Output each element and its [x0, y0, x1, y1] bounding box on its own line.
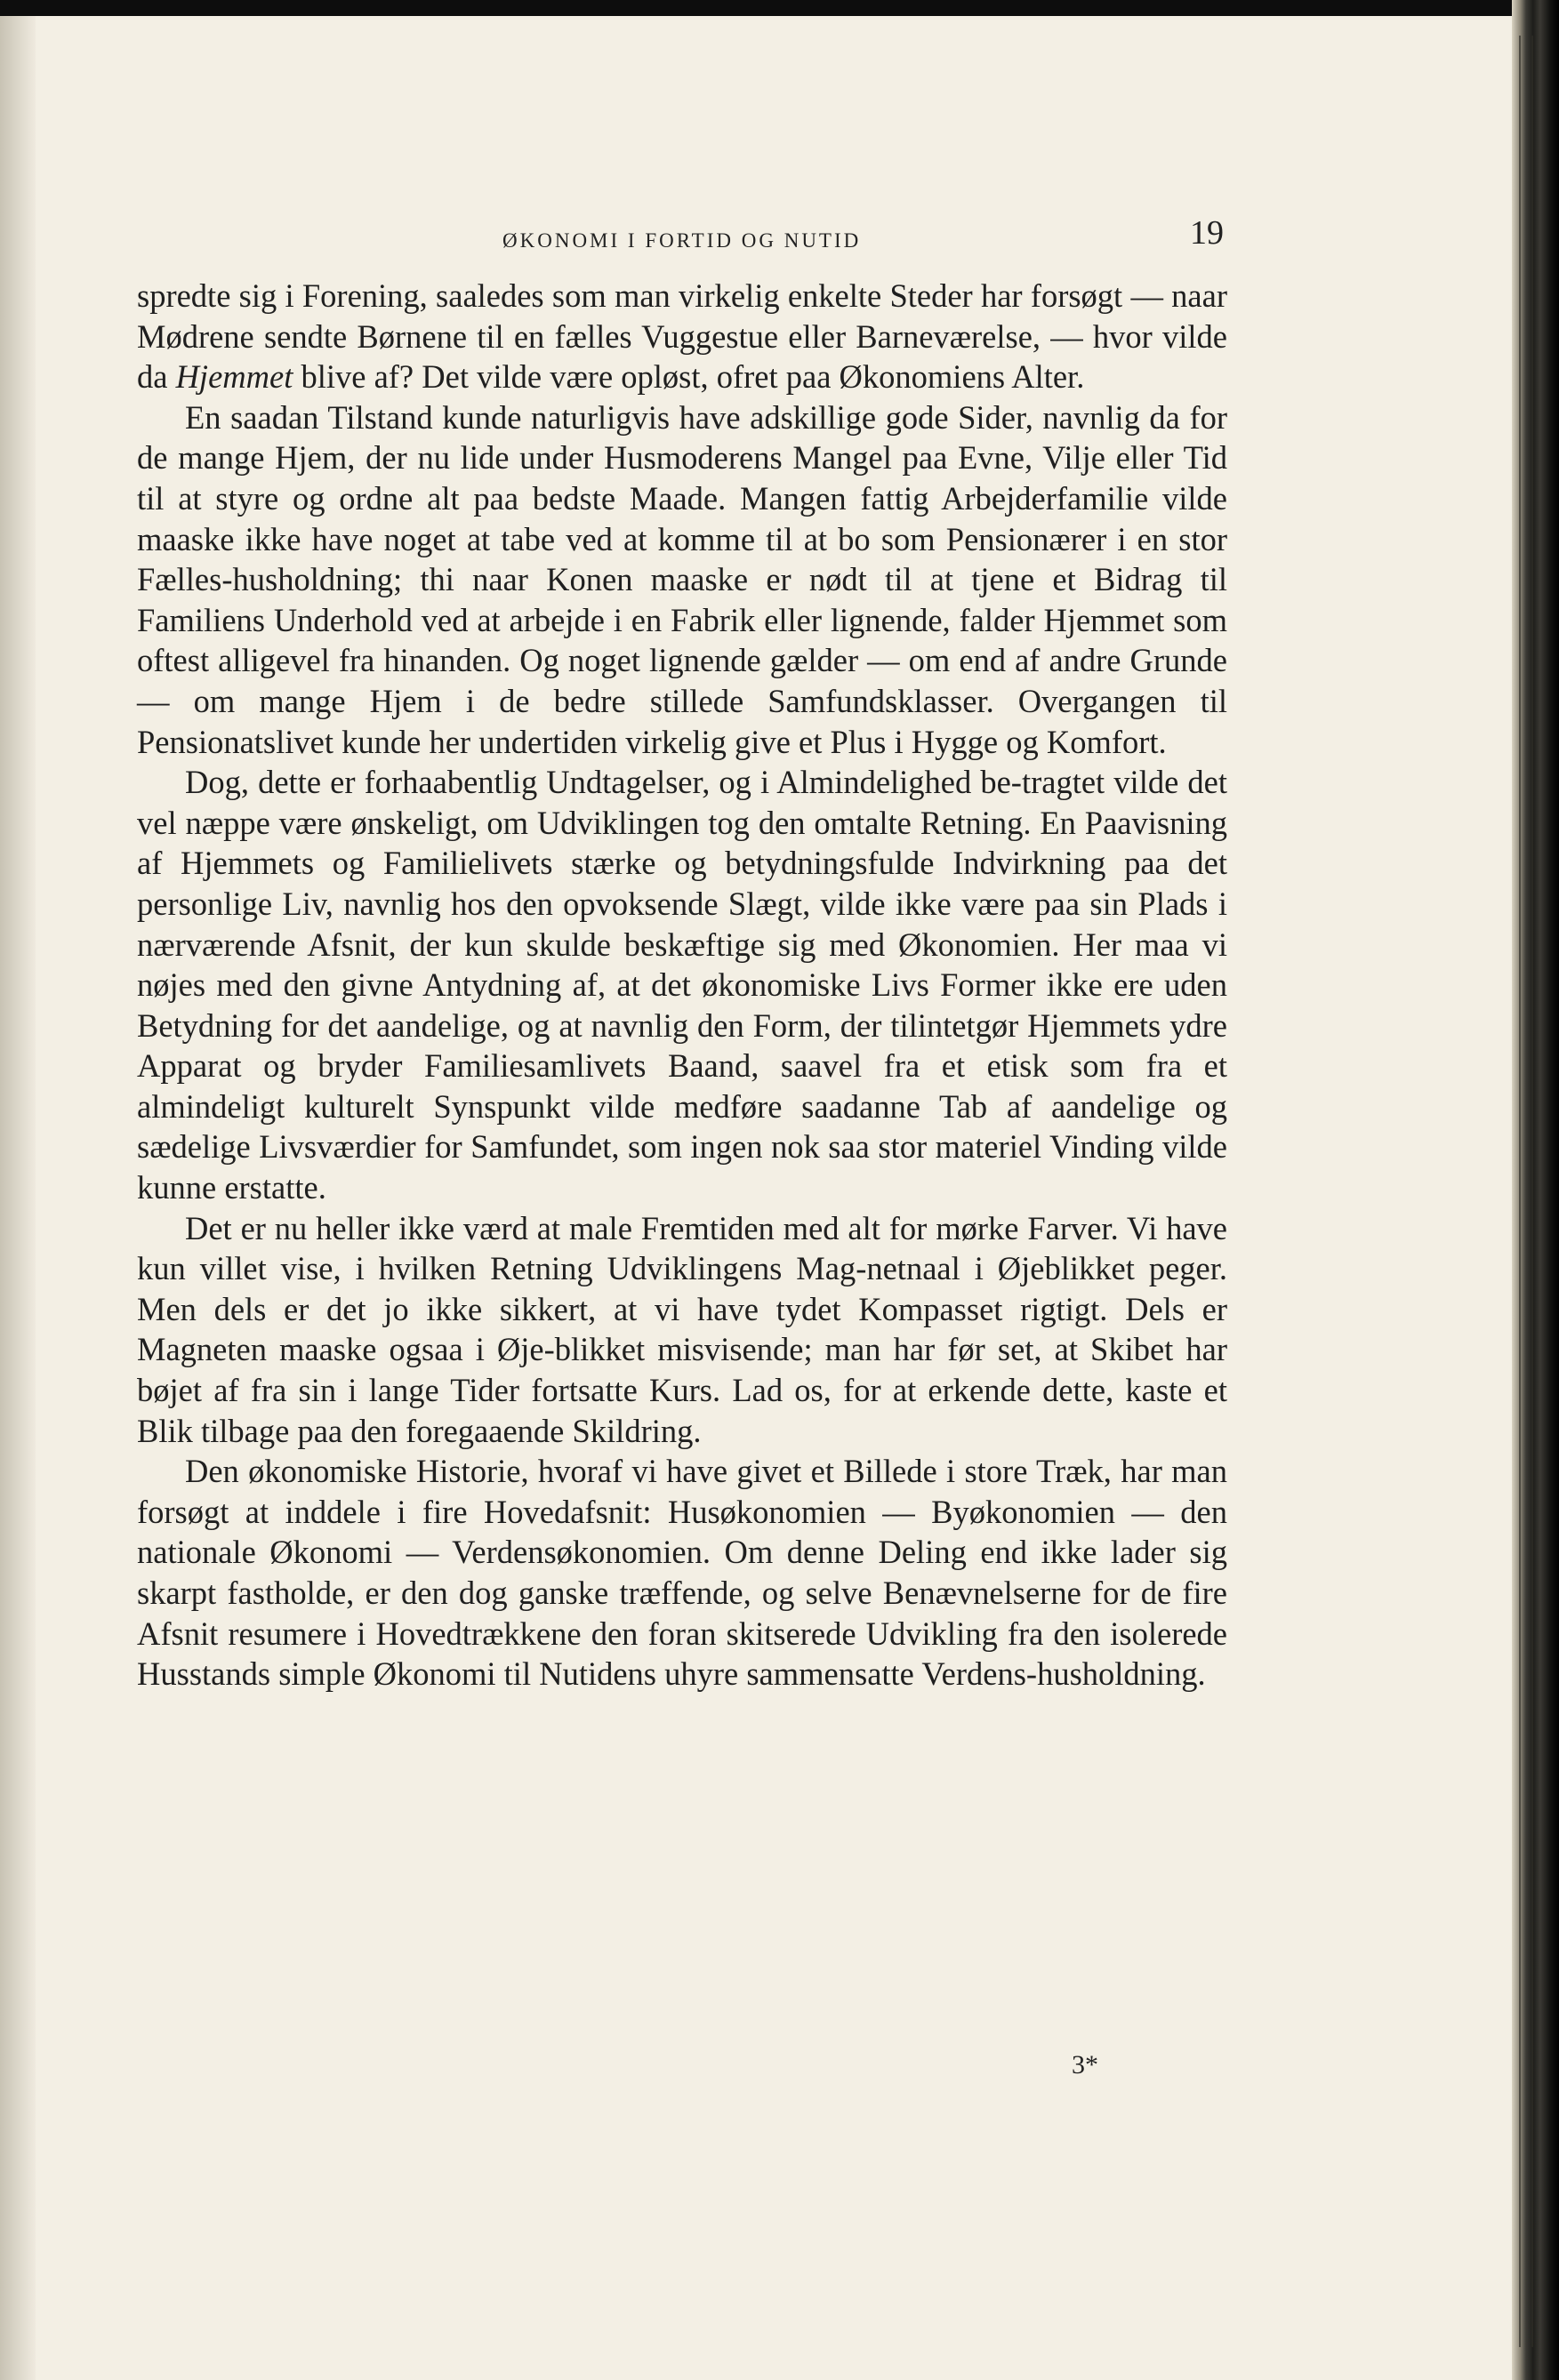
- scan-top-border: [0, 0, 1559, 16]
- book-spine: [1512, 0, 1559, 2380]
- italic-word: Hjemmet: [175, 358, 293, 396]
- body-text: [137, 276, 1227, 1695]
- paragraph: Den økonomiske Historie, hvoraf vi have givet et Billede i store Træk, har man forsøgt at inddele i fire Hovedafsnit: Husøkonomien — Byøkonomien — den nationale Økonomi — Verdensøkonomien. Om denne Deling end ikke lader sig skarpt fastholde, er den dog ganske træffende, og selve Benævnelserne for de fire Afsnit resumere i Hovedtrækkene den foran skitserede Udvikling fra den isolerede Husstands simple Økonomi til Nutidens uhyre sammensatte Verdens-husholdning.: [137, 1453, 1227, 1693]
- paragraph-text: spredte sig i Forening, saaledes som man virkelig enkelte Steder har forsøgt — naar Mødrene sendte Børnene til en fælles Vuggestue eller Barneværelse, — hvor vilde da: [137, 277, 1227, 396]
- page-header: [0, 213, 1512, 267]
- paragraph: Det er nu heller ikke værd at male Fremtiden med alt for mørke Farver. Vi have kun villet vise, i hvilken Retning Udviklingens Mag-netnaal i Øjeblikket peger. Men dels er det jo ikke sikkert, at vi have tydet Kompasset rigtigt. Dels er Magneten maaske ogsaa i Øje-blikket misvisende; man har før set, at Skibet har bøjet af fra sin i lange Tider fortsatte Kurs. Lad os, for at erkende dette, kaste et Blik tilbage paa den foregaaende Skildring.: [137, 1209, 1227, 1449]
- paragraph: Dog, dette er forhaabentlig Undtagelser, og i Almindelighed be-tragtet vilde det vel næppe være ønskeligt, om Udviklingen tog den omtalte Retning. En Paavisning af Hjemmets og Familielivets stærke og betydningsfulde Indvirkning paa det personlige Liv, navnlig hos den opvoksende Slægt, vilde ikke være paa sin Plads i nærværende Afsnit, der kun skulde beskæftige sig med Økonomien. Her maa vi nøjes med den givne Antydning af, at det økonomiske Livs Former ikke ere uden Betydning for det aandelige, og at navnlig den Form, der tilintetgør Hjemmets ydre Apparat og bryder Familiesamlivets Baand, saavel fra et etisk som fra et almindeligt kulturelt Synspunkt vilde medføre saadanne Tab af aandelige og sædelige Livsværdier for Samfundet, som ingen nok saa stor materiel Vinding vilde kunne erstatte.: [137, 764, 1227, 1206]
- signature-mark: 3*: [1072, 2050, 1098, 2079]
- paragraph-text: blive af? Det vilde være opløst, ofret paa Økonomiens Alter.: [293, 358, 1085, 396]
- running-head: ØKONOMI I FORTID OG NUTID: [502, 229, 862, 252]
- paragraph: [137, 276, 1227, 397]
- spine-edge-line: [1531, 36, 1533, 2347]
- paragraph: En saadan Tilstand kunde naturligvis have adskillige gode Sider, navnlig da for de mange Hjem, der nu lide under Husmoderens Mangel paa Evne, Vilje eller Tid til at styre og ordne alt paa bedste Maade. Mangen fattig Arbejderfamilie vilde maaske ikke have noget at tabe ved at komme til at bo som Pensionærer i en stor Fælles-husholdning; thi naar Konen maaske er nødt til at tjene et Bidrag til Familiens Underhold ved at arbejde i en Fabrik eller lignende, falder Hjemmet som oftest alligevel fra hinanden. Og noget lignende gælder — om end af andre Grunde — om mange Hjem i de bedre stillede Samfundsklasser. Overgangen til Pensionatslivet kunde her undertiden virkelig give et Plus i Hygge og Komfort.: [137, 398, 1227, 760]
- spine-edge-line: [1519, 36, 1521, 2347]
- page-number: 19: [1190, 214, 1224, 252]
- page-left-edge-shadow: [0, 16, 36, 2380]
